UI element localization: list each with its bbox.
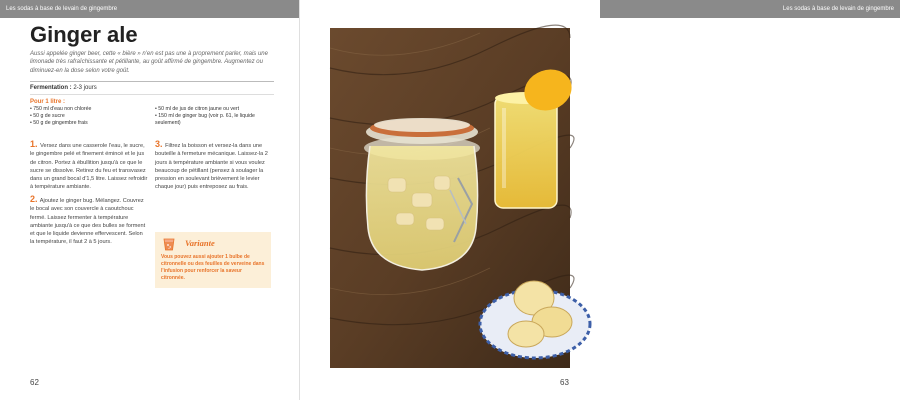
variant-title: Variante (185, 238, 215, 248)
recipe-title: Ginger ale (30, 22, 138, 47)
ingredient-item: • 50 g de gingembre frais (30, 120, 150, 127)
divider (30, 94, 274, 95)
variant-text: Vous pouvez aussi ajouter 1 bulbe de citronnelle ou des feuilles de verveine dans l'infusion pour renforcer la saveur citronnée. (161, 254, 265, 281)
running-head-left: Les sodas à base de levain de gingembre (0, 0, 300, 18)
jar (364, 118, 480, 270)
step-number: 3. (155, 139, 163, 149)
fermentation-label: Fermentation : (30, 85, 72, 91)
step-number: 1. (30, 139, 38, 149)
running-head-right: Les sodas à base de levain de gingembre (600, 0, 900, 18)
ingredient-item: • 50 ml de jus de citron jaune ou vert (155, 106, 275, 113)
page-number-left: 62 (30, 378, 39, 387)
ingredients-title: Pour 1 litre : (30, 99, 66, 105)
glass-icon (161, 236, 177, 252)
divider (30, 81, 274, 82)
variant-box (155, 232, 271, 288)
step-number: 2. (30, 194, 38, 204)
step-1 (30, 140, 148, 192)
fermentation-value: 2-3 jours (73, 85, 97, 91)
fermentation-line (30, 85, 97, 91)
ingredient-item: • 750 ml d'eau non chlorée (30, 106, 150, 113)
ginger-ale-photo (330, 28, 570, 368)
left-page (0, 0, 300, 400)
step-text: Filtrez la boisson et versez-la dans une bouteille à fermeture mécanique. Laissez-la 2 jours à température ambiante si vous voulez beaucoup de pétillant (pensez à soulager la pression en soulevant brièvement le levier chaque jour) puis entreposez au frais. (155, 143, 268, 191)
step-text: Ajoutez le ginger bug. Mélangez. Couvrez le bocal avec son couvercle à caoutchouc fermé. Laissez fermenter à température ambiante jusqu'à ce que des bulles se forment et que le liquide devienne effervescent. Selon la température, il faut 2 à 5 jours. (30, 198, 146, 246)
step-3 (155, 140, 273, 192)
step-text: Versez dans une casserole l'eau, le sucre, le gingembre pelé et finement émincé et le jus de citron. Portez à ébullition jusqu'à ce que le sucre se dissolve. Retirez du feu et transvasez dans un grand bocal d'1,5 litre. Laissez refroidir à température ambiante. (30, 143, 148, 191)
step-2 (30, 195, 148, 247)
ingredient-item: • 50 g de sucre (30, 113, 150, 120)
recipe-intro: Aussi appelée ginger beer, cette « bière » n'en est pas une à proprement parler, mais une limonade très rafraîchissante et pétillante, au goût affirmé de gingembre. Augmentez ou diminuez-en la dose selon votre goût. (30, 51, 268, 74)
ingredients-list-left (30, 106, 150, 127)
ingredients-list-right (155, 106, 275, 127)
ingredient-item: • 150 ml de ginger bug (voir p. 61, le liquide seulement) (155, 113, 275, 127)
page-number-right: 63 (560, 378, 569, 387)
